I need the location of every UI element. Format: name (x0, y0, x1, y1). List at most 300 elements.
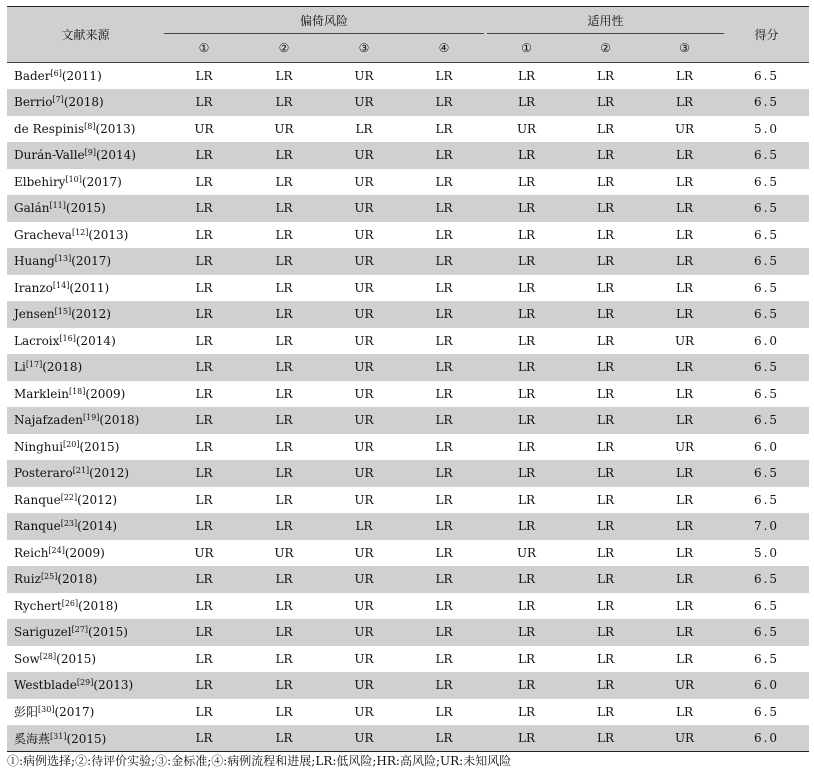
bias-risk-cell: LR (244, 725, 324, 752)
table-row (7, 222, 809, 249)
table-row (7, 142, 809, 169)
applicability-cell: UR (516, 121, 537, 136)
author-name: Najafzaden (14, 413, 83, 428)
bias-risk-cell: UR (354, 492, 374, 507)
bias-risk-cell: LR (435, 492, 453, 507)
author-name: Rychert (14, 598, 62, 613)
table-row (7, 434, 809, 461)
bias-risk-cell: LR (244, 354, 324, 381)
bias-risk-cell: LR (244, 63, 324, 90)
bias-risk-cell: UR (354, 280, 374, 295)
bias-risk-cell: UR (324, 142, 404, 169)
bias-risk-cell: UR (354, 598, 374, 613)
bias-risk-cell: UR (194, 545, 214, 560)
bias-risk-cell: UR (324, 301, 404, 328)
author-name: Iranzo (14, 280, 53, 295)
bias-risk-cell: LR (275, 492, 293, 507)
applicability-cell: LR (518, 492, 536, 507)
bias-risk-cell: LR (195, 704, 213, 719)
reference-number: [21] (72, 466, 90, 476)
bias-risk-cell: LR (435, 280, 453, 295)
author-name: 彭阳 (14, 705, 39, 720)
applicability-cell: LR (597, 545, 615, 560)
table-row (7, 513, 809, 540)
bias-risk-cell: UR (354, 174, 374, 189)
bias-risk-cell: LR (404, 142, 484, 169)
bias-risk-cell: UR (324, 63, 404, 90)
publication-year: (2013) (95, 121, 136, 136)
applicability-cell: LR (518, 651, 536, 666)
bias-risk-cell: LR (164, 195, 244, 222)
bias-risk-cell: LR (275, 651, 293, 666)
applicability-cell: LR (676, 545, 694, 560)
footnote: ①:病例选择;②:待评价实验;③:金标准;④:病例流程和进展;LR:低风险;HR:高风险;UR:未知风险 (7, 754, 512, 768)
publication-year: (2015) (79, 439, 120, 454)
score-cell: 6.5 (753, 174, 780, 189)
bias-risk-cell: UR (274, 121, 294, 136)
applicability-cell: LR (518, 280, 536, 295)
score-cell: 6.5 (724, 354, 809, 381)
source-cell (7, 460, 164, 487)
bias-risk-cell: LR (275, 227, 293, 242)
applicability-cell: LR (566, 301, 645, 328)
bias-risk-cell: UR (324, 566, 404, 593)
applicability-cell: LR (566, 89, 645, 116)
bias-risk-cell: LR (244, 513, 324, 540)
applicability-cell: LR (487, 619, 566, 646)
applicability-cell: LR (518, 333, 536, 348)
source-cell (7, 116, 164, 143)
bias-risk-cell: UR (354, 545, 374, 560)
bias-risk-cell: LR (195, 386, 213, 401)
publication-year: (2012) (77, 492, 118, 507)
publication-year: (2014) (75, 333, 116, 348)
source-cell (7, 646, 164, 673)
applicability-cell: LR (645, 566, 724, 593)
score-cell: 5.0 (753, 121, 780, 136)
score-cell: 6.5 (724, 460, 809, 487)
publication-year: (2018) (42, 360, 83, 375)
applicability-cell: LR (487, 672, 566, 699)
bias-risk-cell: LR (435, 651, 453, 666)
publication-year: (2018) (78, 598, 119, 613)
reference-number: [28] (39, 651, 57, 661)
bias-risk-cell: LR (195, 598, 213, 613)
applicability-cell: LR (597, 227, 615, 242)
publication-year: (2017) (54, 705, 95, 720)
bias-risk-cell: LR (164, 354, 244, 381)
reference-number: [29] (76, 678, 94, 688)
applicability-cell: LR (597, 386, 615, 401)
applicability-cell: LR (645, 89, 724, 116)
reference-number: [20] (63, 439, 80, 449)
score-cell: 6.5 (753, 704, 780, 719)
applicability-cell: LR (645, 513, 724, 540)
applicability-cell: UR (516, 545, 537, 560)
score-cell: 6.5 (724, 248, 809, 275)
publication-year: (2009) (85, 386, 126, 401)
bias-risk-cell: UR (324, 672, 404, 699)
bias-risk-cell: LR (435, 598, 453, 613)
source-cell (7, 354, 164, 381)
applicability-cell: LR (487, 248, 566, 275)
bias-risk-cell: UR (354, 333, 374, 348)
applicability-cell: LR (645, 407, 724, 434)
bias-risk-cell: LR (435, 439, 453, 454)
bias-risk-cell: UR (354, 386, 374, 401)
applicability-cell: LR (597, 121, 615, 136)
score-cell: 6.0 (724, 672, 809, 699)
reference-number: [26] (61, 598, 79, 608)
table-row (7, 646, 809, 673)
applicability-col-2: ② (566, 34, 645, 63)
applicability-cell: LR (518, 598, 536, 613)
applicability-cell: LR (597, 280, 615, 295)
bias-risk-cell: LR (435, 174, 453, 189)
bias-risk-cell: LR (164, 672, 244, 699)
score-cell: 6.5 (753, 386, 780, 401)
bias-risk-cell: LR (244, 619, 324, 646)
author-name: Bader (14, 69, 51, 83)
score-cell: 6.5 (753, 598, 780, 613)
reference-number: [22] (60, 492, 78, 502)
applicability-cell: LR (597, 439, 615, 454)
bias-risk-cell: LR (244, 672, 324, 699)
bias-risk-cell: LR (404, 460, 484, 487)
bias-risk-cell: LR (164, 725, 244, 752)
bias-risk-cell: UR (324, 195, 404, 222)
bias-risk-cell: LR (275, 704, 293, 719)
bias-risk-cell: LR (404, 248, 484, 275)
score-cell: 6.5 (753, 651, 780, 666)
applicability-cell: LR (676, 492, 694, 507)
applicability-col-1: ① (487, 34, 566, 63)
bias-risk-cell: LR (244, 248, 324, 275)
applicability-cell: LR (518, 439, 536, 454)
applicability-cell: LR (487, 89, 566, 116)
table-row (7, 328, 809, 355)
score-header: 得分 (724, 7, 809, 63)
reference-number: [24] (48, 545, 65, 555)
bias-risk-cell: UR (324, 725, 404, 752)
applicability-cell: LR (487, 566, 566, 593)
bias-risk-cell: LR (324, 513, 404, 540)
table-row (7, 407, 809, 434)
applicability-cell: LR (645, 248, 724, 275)
author-name: Ranque (14, 492, 61, 507)
bias-risk-cell: LR (275, 386, 293, 401)
applicability-cell: LR (676, 386, 694, 401)
bias-risk-cell: LR (195, 227, 213, 242)
table-row (7, 593, 809, 620)
table-row (7, 301, 809, 328)
bias-risk-cell: LR (195, 492, 213, 507)
publication-year: (2013) (93, 678, 134, 693)
applicability-cell: LR (566, 195, 645, 222)
bias-risk-cell: LR (275, 333, 293, 348)
applicability-cell: LR (566, 513, 645, 540)
applicability-cell: LR (566, 407, 645, 434)
table-row (7, 566, 809, 593)
source-header: 文献来源 (7, 7, 164, 63)
source-cell (7, 275, 164, 302)
publication-year: (2018) (99, 413, 140, 428)
reference-number: [12] (71, 227, 89, 237)
source-cell (7, 89, 164, 116)
publication-year: (2012) (89, 466, 130, 481)
author-name: de Respinis (14, 121, 85, 136)
reference-number: [14] (52, 280, 70, 290)
author-name: Gracheva (14, 227, 72, 242)
applicability-cell: LR (676, 227, 694, 242)
bias-risk-cell: LR (244, 301, 324, 328)
applicability-header: 适用性 (487, 7, 724, 34)
bias-risk-cell: LR (404, 195, 484, 222)
source-cell (7, 195, 164, 222)
author-name: Durán-Valle (14, 148, 85, 163)
author-name: Sow (14, 651, 40, 666)
applicability-cell: LR (566, 725, 645, 752)
table-row (7, 354, 809, 381)
bias-risk-cell: UR (324, 248, 404, 275)
author-name: Ranque (14, 519, 61, 534)
score-cell: 6.5 (724, 301, 809, 328)
reference-number: [18] (68, 386, 86, 396)
table-row (7, 619, 809, 646)
applicability-cell: LR (645, 354, 724, 381)
publication-year: (2011) (69, 280, 110, 295)
applicability-cell: LR (645, 301, 724, 328)
publication-year: (2012) (71, 307, 111, 322)
reference-number: [16] (59, 333, 76, 343)
author-name: Westblade (14, 678, 77, 693)
score-cell: 6.5 (753, 227, 780, 242)
publication-year: (2014) (96, 148, 136, 163)
table-row (7, 248, 809, 275)
publication-year: (2015) (66, 731, 107, 746)
bias-risk-cell: LR (164, 513, 244, 540)
author-name: Galán (14, 201, 50, 216)
author-name: Reich (14, 545, 49, 560)
author-name: Berrio (14, 95, 53, 110)
source-cell (7, 328, 164, 355)
applicability-cell: LR (597, 598, 615, 613)
bias-risk-cell: UR (354, 704, 374, 719)
applicability-cell: LR (487, 725, 566, 752)
applicability-cell: UR (674, 333, 695, 348)
applicability-cell: LR (566, 460, 645, 487)
applicability-cell: LR (645, 195, 724, 222)
bias-risk-cell: LR (404, 672, 484, 699)
bias-risk-cell: LR (244, 142, 324, 169)
source-cell (7, 619, 164, 646)
table-row (7, 540, 809, 567)
reference-number: [25] (40, 572, 58, 582)
author-name: Jensen (14, 307, 55, 322)
publication-year: (2017) (71, 254, 112, 269)
table-row (7, 195, 809, 222)
author-name: Ninghui (14, 439, 64, 454)
applicability-cell: LR (487, 513, 566, 540)
applicability-cell: LR (487, 301, 566, 328)
bias-risk-cell: UR (324, 460, 404, 487)
table-row (7, 89, 809, 116)
publication-year: (2009) (64, 545, 105, 560)
author-name: Ruiz (14, 572, 41, 587)
bias-risk-cell: UR (354, 227, 374, 242)
publication-year: (2011) (61, 69, 102, 83)
publication-year: (2015) (88, 625, 128, 640)
reference-number: [13] (54, 254, 72, 264)
source-cell (7, 248, 164, 275)
applicability-cell: LR (566, 354, 645, 381)
score-cell: 5.0 (753, 545, 780, 560)
author-name: Elbehiry (14, 174, 66, 189)
source-cell (7, 725, 164, 752)
bias-risk-cell: LR (404, 619, 484, 646)
bias-col-2: ② (244, 34, 324, 63)
source-cell (7, 63, 164, 90)
score-cell: 6.5 (724, 407, 809, 434)
bias-risk-cell: LR (244, 407, 324, 434)
source-cell (7, 142, 164, 169)
applicability-cell: LR (487, 63, 566, 90)
bias-risk-cell: UR (324, 619, 404, 646)
bias-risk-cell: UR (194, 121, 214, 136)
score-cell: 6.0 (724, 725, 809, 752)
applicability-cell: LR (487, 142, 566, 169)
author-name: Huang (14, 254, 55, 269)
reference-number: [7] (52, 95, 64, 105)
applicability-cell: LR (518, 174, 536, 189)
applicability-cell: LR (645, 63, 724, 90)
applicability-cell: LR (487, 354, 566, 381)
author-name: Marklein (14, 386, 69, 401)
bias-risk-cell: LR (404, 89, 484, 116)
bias-risk-cell: LR (164, 142, 244, 169)
bias-risk-cell: LR (164, 248, 244, 275)
reference-number: [31] (50, 731, 67, 741)
source-cell (7, 513, 164, 540)
reference-number: [23] (60, 519, 78, 529)
reference-number: [8] (84, 121, 96, 131)
bias-risk-cell: LR (164, 407, 244, 434)
bias-risk-cell: LR (195, 280, 213, 295)
applicability-cell: LR (487, 195, 566, 222)
bias-risk-cell: LR (275, 439, 293, 454)
bias-risk-cell: LR (164, 566, 244, 593)
bias-risk-cell: LR (435, 121, 453, 136)
bias-risk-cell: LR (164, 619, 244, 646)
score-cell: 6.5 (724, 63, 809, 90)
applicability-cell: LR (597, 174, 615, 189)
bias-risk-cell: UR (324, 407, 404, 434)
publication-year: (2014) (77, 519, 118, 534)
source-cell (7, 169, 164, 196)
bias-risk-cell: UR (354, 651, 374, 666)
bias-risk-cell: LR (275, 280, 293, 295)
applicability-cell: LR (645, 460, 724, 487)
applicability-cell: LR (566, 142, 645, 169)
bias-risk-cell: LR (435, 227, 453, 242)
source-cell (7, 434, 164, 461)
applicability-cell: LR (518, 386, 536, 401)
publication-year: (2013) (88, 227, 129, 242)
reference-number: [27] (71, 625, 89, 635)
bias-risk-cell: LR (164, 89, 244, 116)
reference-number: [11] (49, 201, 66, 211)
source-cell (7, 593, 164, 620)
bias-risk-cell: UR (324, 354, 404, 381)
bias-risk-cell: UR (354, 439, 374, 454)
score-cell: 6.5 (724, 89, 809, 116)
bias-risk-cell: LR (244, 89, 324, 116)
source-cell (7, 222, 164, 249)
bias-risk-cell: UR (274, 545, 294, 560)
score-cell: 6.5 (753, 492, 780, 507)
table-row (7, 672, 809, 699)
bias-risk-cell: LR (195, 174, 213, 189)
bias-col-3: ③ (324, 34, 404, 63)
bias-risk-cell: LR (404, 725, 484, 752)
score-cell: 6.5 (753, 280, 780, 295)
applicability-col-3: ③ (645, 34, 724, 63)
score-cell: 6.5 (724, 142, 809, 169)
table-body (7, 63, 809, 752)
applicability-cell: LR (597, 651, 615, 666)
table-row (7, 116, 809, 143)
bias-col-4: ④ (404, 34, 484, 63)
publication-year: (2015) (65, 201, 106, 216)
table-row (7, 725, 809, 752)
bias-risk-cell: UR (324, 89, 404, 116)
bias-risk-cell: LR (195, 333, 213, 348)
source-cell (7, 487, 164, 514)
applicability-cell: UR (674, 121, 695, 136)
source-cell (7, 407, 164, 434)
score-cell: 6.5 (724, 619, 809, 646)
applicability-cell: LR (597, 492, 615, 507)
table-row (7, 699, 809, 726)
bias-risk-cell: LR (435, 386, 453, 401)
source-cell (7, 540, 164, 567)
bias-risk-cell: LR (275, 598, 293, 613)
score-cell: 7.0 (724, 513, 809, 540)
applicability-cell: LR (645, 619, 724, 646)
reference-number: [15] (54, 307, 72, 317)
table-row (7, 381, 809, 408)
applicability-cell: LR (676, 174, 694, 189)
applicability-cell: LR (645, 142, 724, 169)
table-row (7, 169, 809, 196)
score-cell: 6.0 (753, 333, 780, 348)
author-name: 奚海燕 (14, 731, 51, 746)
applicability-cell: UR (674, 439, 695, 454)
reference-number: [30] (38, 705, 55, 715)
reference-number: [9] (84, 148, 96, 158)
bias-risk-cell: LR (244, 460, 324, 487)
reference-number: [6] (50, 69, 62, 78)
bias-risk-cell: LR (355, 121, 373, 136)
author-name: Lacroix (14, 333, 60, 348)
bias-col-1: ① (164, 34, 244, 63)
score-cell: 6.5 (724, 195, 809, 222)
quality-assessment-table (7, 6, 809, 752)
author-name: Posteraro (14, 466, 73, 481)
bias-risk-cell: LR (164, 63, 244, 90)
applicability-cell: UR (645, 672, 724, 699)
applicability-cell: LR (676, 598, 694, 613)
